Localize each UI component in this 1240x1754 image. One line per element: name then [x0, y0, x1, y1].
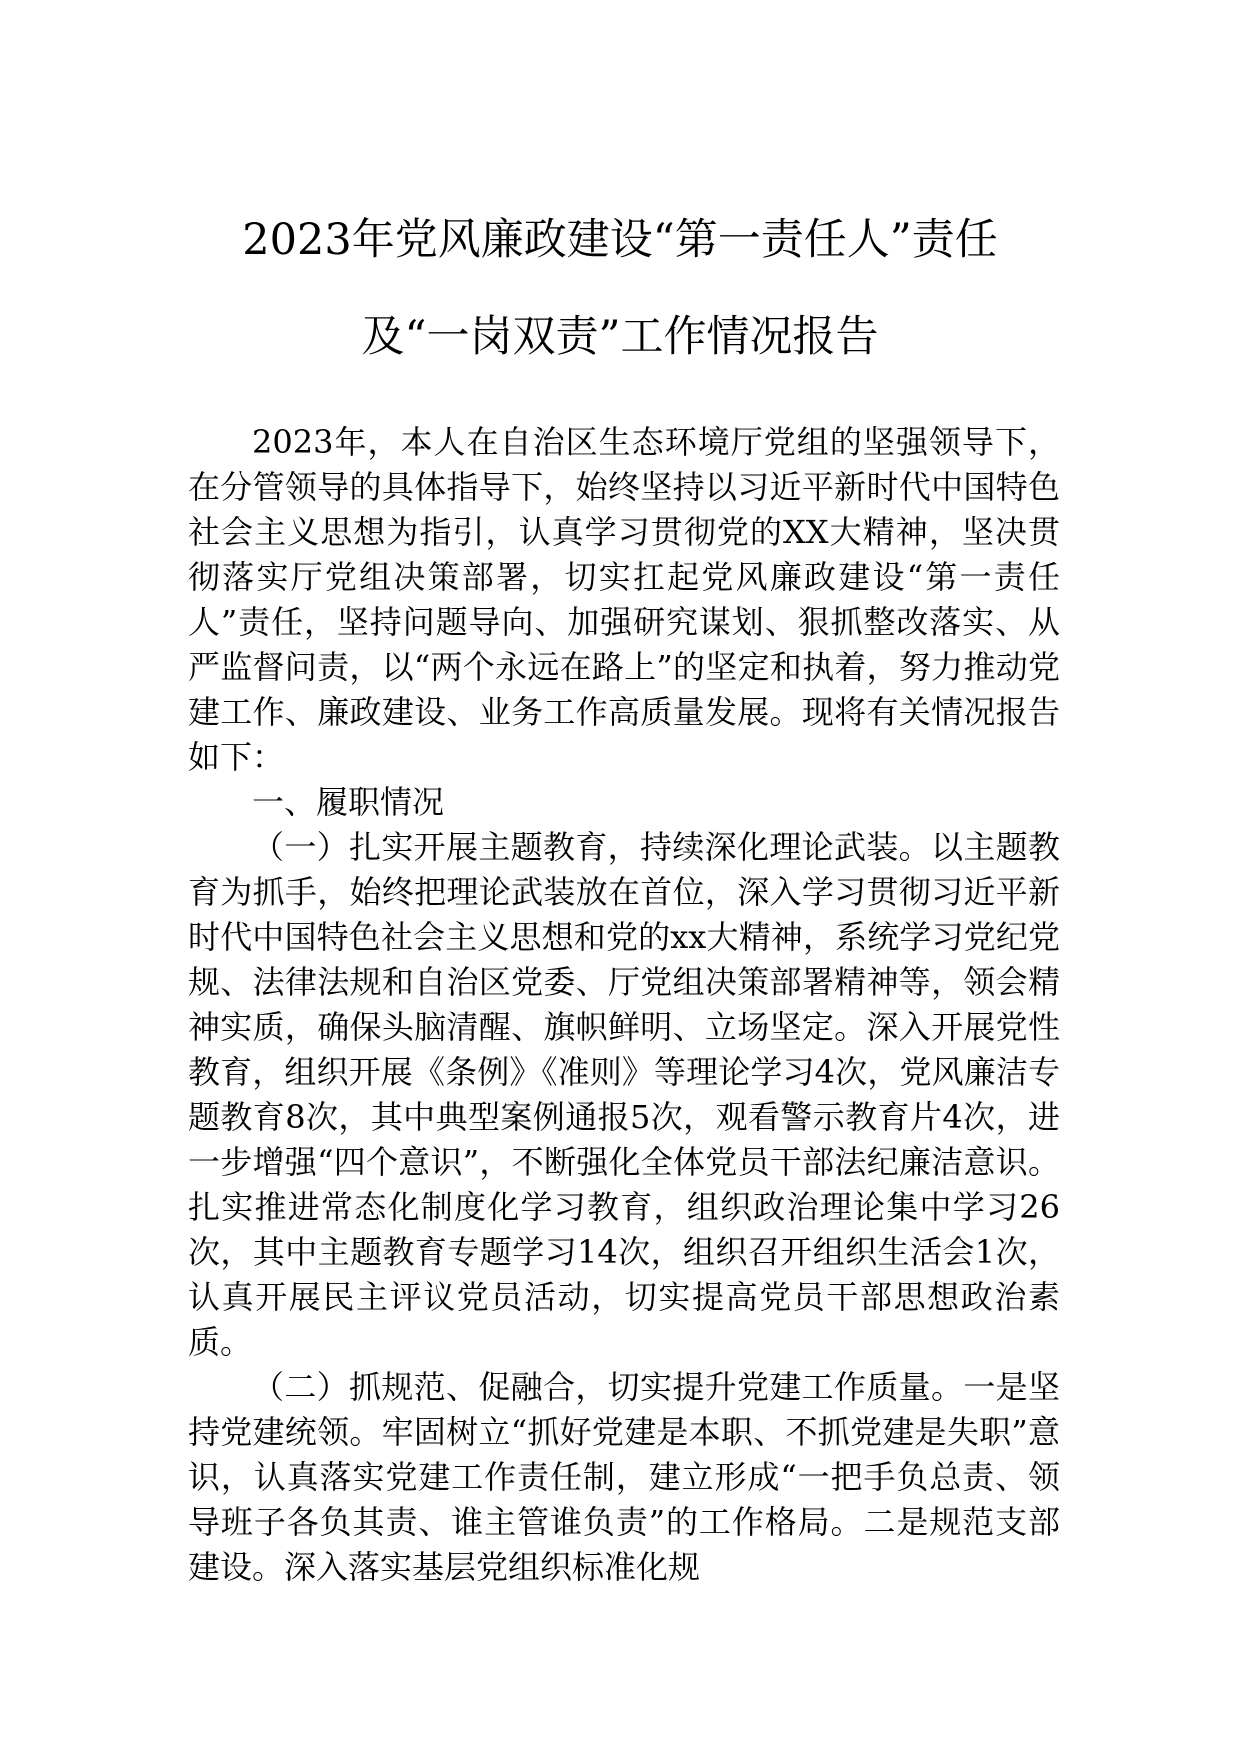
document-title-line-2: 及“一岗双责”工作情况报告 — [361, 312, 879, 362]
document-body — [188, 420, 1060, 1590]
section-paragraph-2: （二）抓规范、促融合，切实提升党建工作质量。一是坚持党建统领。牢固树立“抓好党建是本职、不抓党建是失职”意识，认真落实党建工作责任制，建立形成“一把手负总责、领导班子各负其责、谁主管谁负责”的工作格局。二是规范支部建设。深入落实基层党组织标准化规 — [188, 1368, 1060, 1586]
section-heading: 一、履职情况 — [252, 783, 445, 821]
intro-paragraph: 2023年，本人在自治区生态环境厅党组的坚强领导下，在分管领导的具体指导下，始终坚持以习近平新时代中国特色社会主义思想为指引，认真学习贯彻党的XX大精神，坚决贯彻落实厅党组决策部署，切实扛起党风廉政建设“第一责任人”责任，坚持问题导向、加强研究谋划、狠抓整改落实、从严监督问责，以“两个永远在路上”的坚定和执着，努力推动党建工作、廉政建设、业务工作高质量发展。现将有关情况报告如下： — [188, 423, 1060, 776]
section-paragraph-1: （一）扎实开展主题教育，持续深化理论武装。以主题教育为抓手，始终把理论武装放在首位，深入学习贯彻习近平新时代中国特色社会主义思想和党的xx大精神，系统学习党纪党规、法律法规和自治区党委、厅党组决策部署精神等，领会精神实质，确保头脑清醒、旗帜鲜明、立场坚定。深入开展党性教育，组织开展《条例》《准则》等理论学习4次，党风廉洁专题教育8次，其中典型案例通报5次，观看警示教育片4次，进一步增强“四个意识”，不断强化全体党员干部法纪廉洁意识。扎实推进常态化制度化学习教育，组织政治理论集中学习26次，其中主题教育专题学习14次，组织召开组织生活会1次，认真开展民主评议党员活动，切实提高党员干部思想政治素质。 — [188, 828, 1060, 1361]
document-title-line-1: 2023年党风廉政建设“第一责任人”责任 — [242, 215, 998, 265]
